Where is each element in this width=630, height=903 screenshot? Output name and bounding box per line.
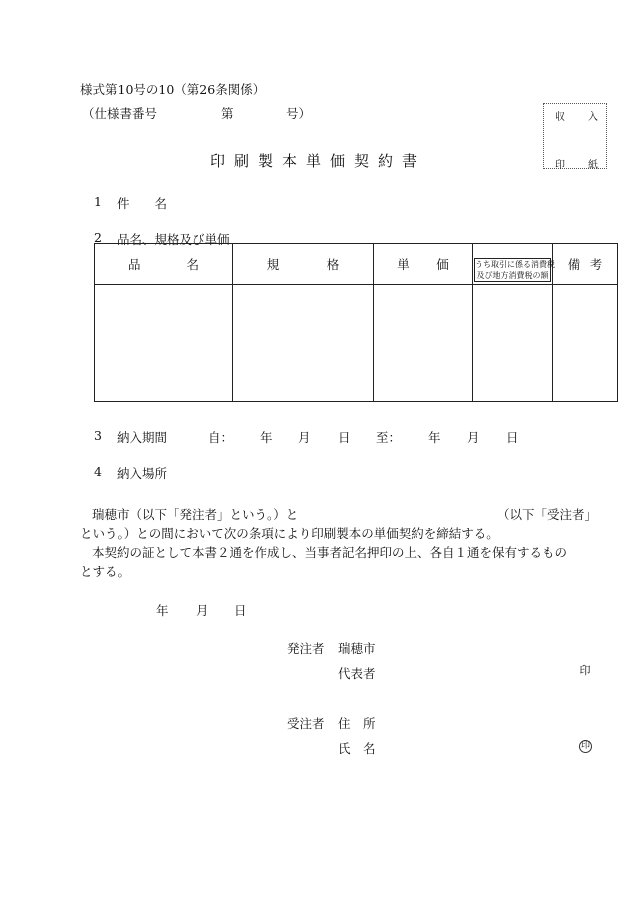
stamp-char-shi: 紙 (588, 160, 598, 171)
header-tax: うち取引に係る消費税 及び地方消費税の額 (473, 244, 553, 285)
header-biko: 備 考 (553, 244, 618, 285)
period-from-day: 日 (338, 430, 351, 445)
spec-number-prefix: （仕様書番号 (82, 106, 158, 121)
cell-kikaku[interactable] (233, 285, 374, 402)
period-from-month: 月 (298, 430, 311, 445)
contractor-name-label: 氏 名 (338, 741, 376, 756)
date-month: 月 (196, 603, 209, 618)
page-title: 印刷製本単価契約書 (210, 152, 427, 170)
revenue-stamp-box (543, 103, 607, 169)
header-kikaku: 規 格 (233, 244, 374, 285)
section-2-label: 品名、規格及び単価 (117, 232, 230, 247)
body-line-1a: 瑞穂市（以下「発注者」という。）と (92, 507, 299, 522)
section-1-label: 件 名 (117, 196, 168, 211)
body-line-4: とする。 (80, 564, 131, 579)
orderer-representative: 代表者 (338, 666, 376, 681)
section-3-number: 3 (94, 428, 102, 443)
orderer-seal-mark: 印 (579, 664, 591, 677)
orderer-role: 発注者 (287, 641, 325, 656)
spec-number-dai: 第 (221, 106, 234, 121)
period-to-year: 年 (428, 430, 441, 445)
section-1-number: 1 (94, 194, 102, 209)
body-line-1b: （以下「受注者」 (497, 507, 598, 522)
contractor-role: 受注者 (287, 716, 325, 731)
cell-hinmei[interactable] (95, 285, 233, 402)
period-to: 至： (376, 430, 402, 445)
items-table (94, 243, 618, 402)
contractor-address-label: 住 所 (338, 716, 376, 731)
spec-number-go: 号） (286, 106, 312, 121)
section-4-number: 4 (94, 464, 102, 479)
cell-biko[interactable] (553, 285, 618, 402)
cell-tanka[interactable] (374, 285, 473, 402)
body-line-3: 本契約の証として本書２通を作成し、当事者記名押印の上、各自１通を保有するもの (92, 545, 568, 560)
section-4-label: 納入場所 (117, 466, 168, 481)
body-line-2: という。）との間において次の条項により印刷製本の単価契約を締結する。 (80, 526, 499, 541)
form-number: 様式第10号の10（第26条関係） (80, 82, 266, 97)
period-to-day: 日 (506, 430, 519, 445)
contractor-seal-mark: 印 (580, 741, 590, 751)
stamp-char-in: 印 (555, 160, 565, 171)
period-from: 自： (208, 430, 234, 445)
table-header-row (95, 244, 618, 285)
table-row (95, 285, 618, 402)
header-tanka: 単 価 (374, 244, 473, 285)
period-from-year: 年 (260, 430, 273, 445)
period-to-month: 月 (467, 430, 480, 445)
date-year: 年 (156, 603, 169, 618)
stamp-char-nyu: 入 (588, 112, 598, 123)
stamp-char-shu: 収 (555, 112, 565, 123)
cell-tax[interactable] (473, 285, 553, 402)
section-2-number: 2 (94, 230, 102, 245)
date-day: 日 (234, 603, 247, 618)
header-hinmei: 品 名 (95, 244, 233, 285)
section-3-label: 納入期間 (117, 430, 168, 445)
orderer-name: 瑞穂市 (338, 641, 376, 656)
